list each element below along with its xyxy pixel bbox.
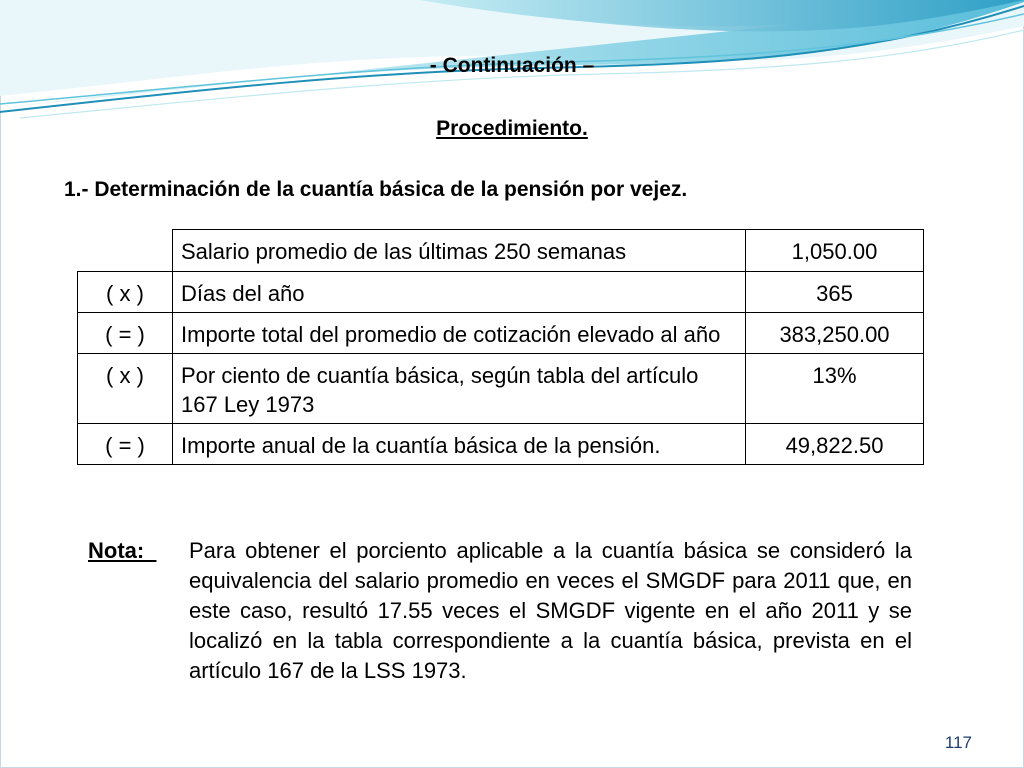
operator-cell: ( = ) (78, 424, 173, 465)
operator-cell (78, 230, 173, 272)
concept-cell: Salario promedio de las últimas 250 semanas (173, 230, 746, 272)
amount-cell: 365 (746, 272, 924, 313)
table-row (78, 424, 924, 465)
amount-cell: 13% (746, 354, 924, 424)
calculation-table (77, 229, 924, 465)
amount-cell: 49,822.50 (746, 424, 924, 465)
note-label: Nota: (88, 538, 157, 563)
note-text: Para obtener el porciento aplicable a la cuantía básica se consideró la equivalencia del salario promedio en veces el SMGDF para 2011 que, en este caso, resultó 17.55 veces el SMGDF vigente en el año 2011 y se localizó en la tabla correspondiente a la cuantía básica, prevista en el artículo 167 de la LSS 1973. (189, 538, 912, 683)
amount-cell: 1,050.00 (746, 230, 924, 272)
operator-cell: ( = ) (78, 313, 173, 354)
operator-cell: ( x ) (78, 354, 173, 424)
table-row (78, 354, 924, 424)
concept-cell: Importe total del promedio de cotización elevado al año (173, 313, 746, 354)
concept-cell: Importe anual de la cuantía básica de la pensión. (173, 424, 746, 465)
section-heading: 1.- Determinación de la cuantía básica de la pensión por vejez. (64, 178, 688, 201)
table-row (78, 272, 924, 313)
table-row (78, 313, 924, 354)
table-row (78, 230, 924, 272)
amount-cell: 383,250.00 (746, 313, 924, 354)
operator-cell: ( x ) (78, 272, 173, 313)
page-number: 117 (944, 733, 972, 752)
slide-subtitle: - Continuación – (429, 54, 595, 77)
concept-cell: Por ciento de cuantía básica, según tabla del artículo 167 Ley 1973 (173, 354, 746, 424)
concept-cell: Días del año (173, 272, 746, 313)
procedure-title: Procedimiento. (436, 117, 588, 140)
